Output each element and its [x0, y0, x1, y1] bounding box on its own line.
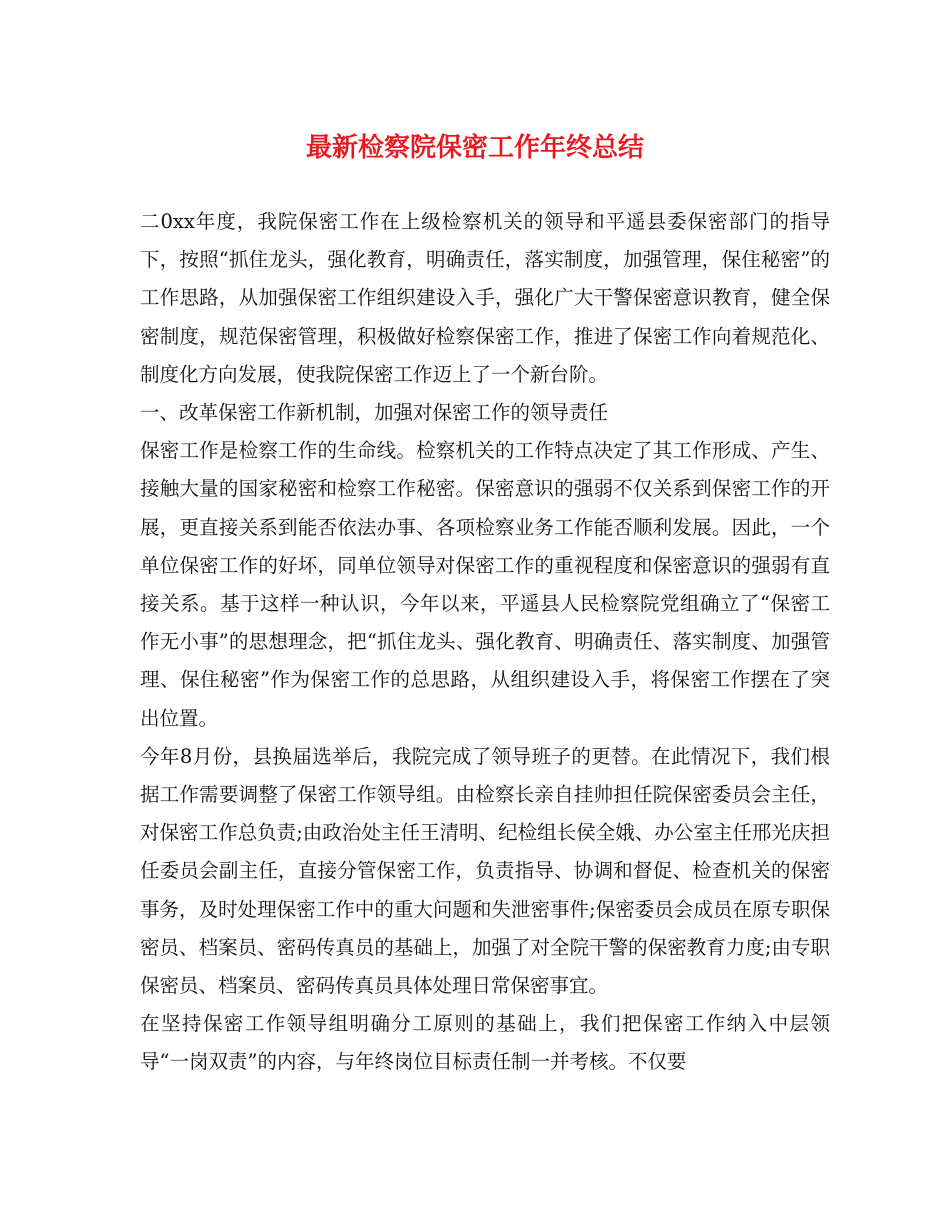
paragraph-responsibility: 在坚持保密工作领导组明确分工原则的基础上，我们把保密工作纳入中层领导“一岗双责”的内容，与年终岗位目标责任制一并考核。不仅要 [140, 1012, 830, 1074]
paragraph-lifeline: 保密工作是检察工作的生命线。检察机关的工作特点决定了其工作形成、产生、接触大量的国家秘密和检察工作秘密。保密意识的强弱不仅关系到保密工作的开展，更直接关系到能否依法办事、各项检察业务工作能否顺利发展。因此，一个单位保密工作的好坏，同单位领导对保密工作的重视程度和保密意识的强弱有直接关系。基于这样一种认识，今年以来，平遥县人民检察院党组确立了“保密工作无小事”的思想理念，把“抓住龙头、强化教育、明确责任、落实制度、加强管理、保住秘密”作为保密工作的总思路，从组织建设入手，将保密工作摆在了突出位置。 [140, 439, 830, 730]
section-heading-1: 一、改革保密工作新机制，加强对保密工作的领导责任 [140, 401, 609, 425]
document-title: 最新检察院保密工作年终总结 [305, 133, 644, 163]
document-body [140, 203, 830, 1082]
paragraph-august: 今年8月份，县换届选举后，我院完成了领导班子的更替。在此情况下，我们根据工作需要调整了保密工作领导组。由检察长亲自挂帅担任院保密委员会主任，对保密工作总负责;由政治处主任王清明、纪检组长侯全娥、办公室主任邢光庆担任委员会副主任，直接分管保密工作，负责指导、协调和督促、检查机关的保密事务，及时处理保密工作中的重大问题和失泄密事件;保密委员会成员在原专职保密员、档案员、密码传真员的基础上，加强了对全院干警的保密教育力度;由专职保密员、档案员、密码传真员具体处理日常保密事宜。 [140, 744, 830, 998]
paragraph-intro: 二0xx年度，我院保密工作在上级检察机关的领导和平遥县委保密部门的指导下，按照“抓住龙头，强化教育，明确责任，落实制度，加强管理，保住秘密”的工作思路，从加强保密工作组织建设入手，强化广大干警保密意识教育，健全保密制度，规范保密管理，积极做好检察保密工作，推进了保密工作向着规范化、制度化方向发展，使我院保密工作迈上了一个新台阶。 [140, 210, 830, 386]
